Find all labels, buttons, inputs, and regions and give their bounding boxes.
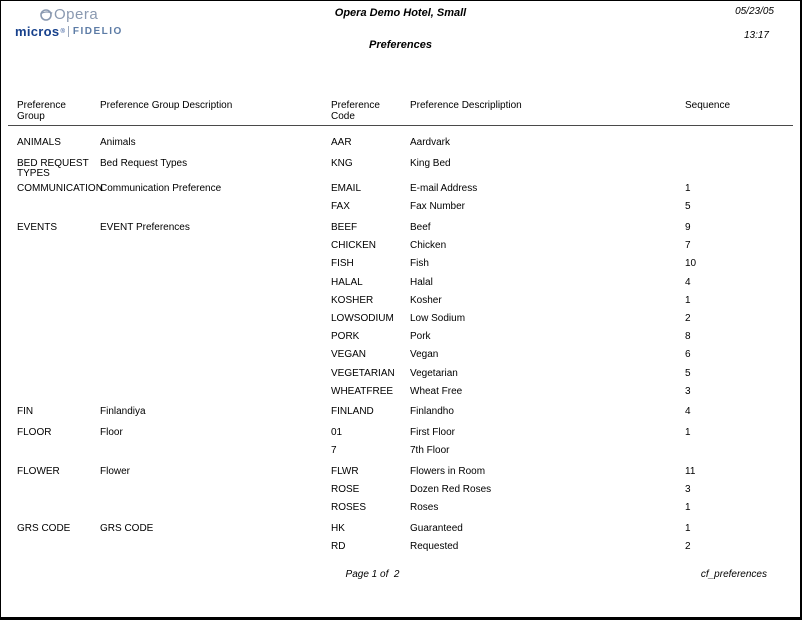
table-row [1,501,800,519]
table-header-row [1,100,800,122]
cell-sequence: 1 [685,502,691,514]
cell-preference-group-description: Bed Request Types [100,157,188,169]
table-row [1,200,800,218]
cell-preference-group: BED REQUEST TYPES [17,157,89,180]
cell-preference-description: Chicken [410,240,447,252]
cell-preference-description: Finlandho [410,406,454,418]
table-row [1,257,800,275]
cell-preference-description: Beef [410,222,431,234]
table-row [1,367,800,385]
cell-sequence: 9 [685,222,691,234]
cell-sequence: 4 [685,276,691,288]
cell-preference-description: Pork [410,331,431,343]
cell-preference-group-description: Animals [100,137,136,148]
header-rule [8,125,793,126]
preferences-table [1,100,800,558]
cell-preference-group-description: Floor [100,427,123,439]
cell-sequence: 1 [685,294,691,306]
cell-preference-code: HALAL [331,276,363,288]
cell-preference-group: FLOOR [17,427,52,439]
cell-preference-description: King Bed [410,157,451,169]
cell-preference-description: Wheat Free [410,385,463,397]
cell-preference-code: AAR [331,137,352,148]
page-number: Page 1 of 2 [345,569,400,580]
cell-preference-group-description: GRS CODE [100,523,154,535]
cell-preference-group: EVENTS [17,222,58,234]
table-row [1,522,800,540]
cell-preference-group-description: EVENT Preferences [100,222,190,234]
fidelio-logo-text: FIDELIO [72,26,123,37]
cell-preference-description: Dozen Red Roses [410,484,492,496]
cell-preference-group-description: Finlandiya [100,406,146,418]
cell-sequence: 5 [685,367,691,379]
cell-preference-code: EMAIL [331,183,362,195]
cell-preference-code: VEGETARIAN [331,367,395,379]
cell-preference-group: COMMUNICATION [17,183,103,195]
cell-preference-code: KOSHER [331,294,374,306]
cell-preference-code: KNG [331,157,353,169]
cell-preference-description: E-mail Address [410,183,478,195]
column-header-sequence: Sequence [685,100,731,111]
page-title: Preferences [369,39,432,51]
table-row [1,385,800,403]
cell-sequence: 5 [685,201,691,213]
cell-sequence: 1 [685,427,691,439]
column-header-preference-description: Preference Descripliption [410,100,522,111]
cell-sequence: 1 [685,523,691,535]
cell-preference-code: PORK [331,331,360,343]
cell-preference-group-description: Flower [100,466,131,477]
table-row [1,483,800,501]
column-header-preference-group: Preference Group [17,100,66,122]
table-row [1,330,800,348]
cell-preference-group-description: Communication Preference [100,183,222,195]
cell-sequence: 2 [685,541,691,553]
cell-preference-description: Fax Number [410,201,466,213]
cell-preference-code: 7 [331,445,337,457]
cell-preference-description: Aardvark [410,137,451,148]
cell-preference-code: RD [331,541,346,553]
table-body [1,136,800,558]
registered-mark: ® [60,28,65,35]
cell-preference-description: Vegetarian [410,367,458,379]
logo-divider [68,26,69,37]
cell-preference-code: LOWSODIUM [331,313,394,324]
cell-sequence: 3 [685,385,691,397]
table-row [1,444,800,462]
table-row [1,276,800,294]
table-row [1,239,800,257]
report-id: cf_preferences [700,569,767,580]
cell-sequence: 6 [685,349,691,361]
cell-sequence: 10 [685,258,697,270]
micros-fidelio-row [15,24,123,39]
cell-preference-description: Guaranteed [410,523,463,535]
cell-preference-description: Vegan [410,349,439,361]
table-row [1,157,800,180]
cell-preference-group: FIN [17,406,34,418]
cell-preference-code: FAX [331,201,350,213]
cell-preference-group: GRS CODE [17,523,71,535]
cell-sequence: 2 [685,313,691,324]
cell-preference-code: ROSE [331,484,360,496]
column-header-preference-code: Preference Code [331,100,380,122]
table-row [1,405,800,423]
table-row [1,426,800,444]
table-row [1,348,800,366]
table-row [1,465,800,483]
cell-preference-description: Low Sodium [410,313,466,324]
cell-preference-description: 7th Floor [410,445,450,457]
cell-preference-code: FLWR [331,466,359,477]
cell-sequence: 1 [685,183,691,195]
cell-preference-description: Roses [410,502,439,514]
table-row [1,540,800,558]
cell-preference-group: ANIMALS [17,137,61,148]
table-row [1,294,800,312]
cell-sequence: 11 [685,466,696,477]
cell-preference-code: HK [331,523,345,535]
cell-preference-code: ROSES [331,502,367,514]
cell-preference-code: VEGAN [331,349,367,361]
cell-preference-code: CHICKEN [331,240,377,252]
cell-preference-group: FLOWER [17,466,60,477]
cell-preference-code: BEEF [331,222,358,234]
cell-sequence: 8 [685,331,691,343]
table-row [1,182,800,200]
cell-preference-description: First Floor [410,427,455,439]
cell-preference-code: 01 [331,427,343,439]
table-row [1,221,800,239]
cell-preference-code: WHEATFREE [331,385,394,397]
cell-preference-description: Requested [410,541,459,553]
cell-preference-description: Fish [410,258,429,270]
cell-sequence: 4 [685,406,691,418]
table-row [1,136,800,154]
column-header-preference-group-description: Preference Group Description [100,100,233,111]
report-time: 13:17 [743,30,769,41]
micros-logo-text: micros [15,24,60,39]
hotel-name: Opera Demo Hotel, Small [334,7,467,19]
cell-preference-description: Kosher [410,294,442,306]
cell-preference-description: Flowers in Room [410,466,486,477]
table-row [1,312,800,330]
cell-preference-code: FINLAND [331,406,374,418]
report-date: 05/23/05 [735,6,774,17]
cell-sequence: 3 [685,484,691,496]
cell-preference-description: Halal [410,276,433,288]
opera-logo-text: Opera [54,6,99,23]
cell-sequence: 7 [685,240,691,252]
cell-preference-code: FISH [331,258,354,270]
